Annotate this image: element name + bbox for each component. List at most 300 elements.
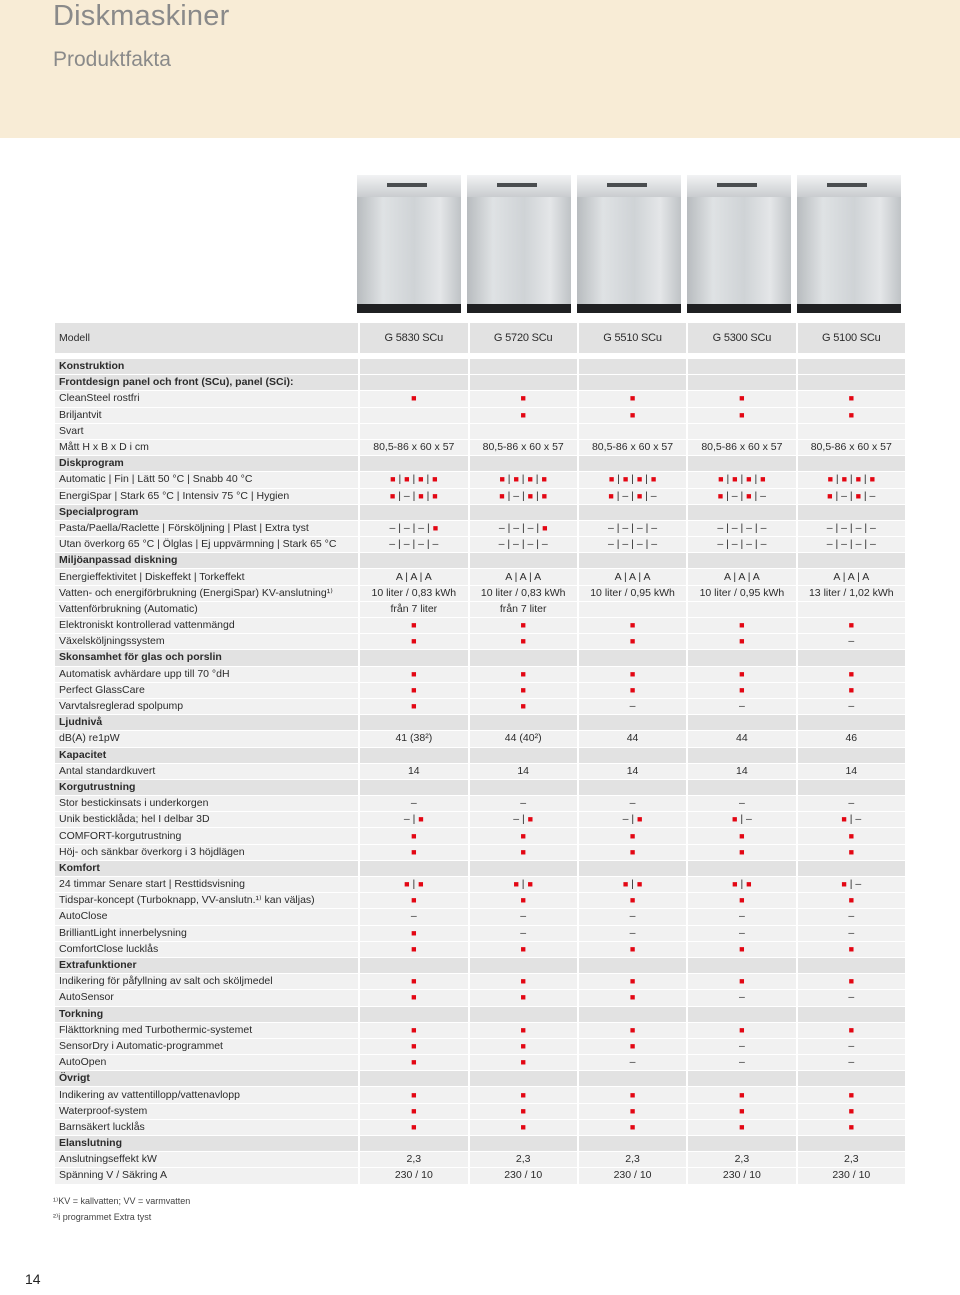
cell-value: ■ — [411, 976, 417, 987]
cell-value: 10 liter / 0,83 kWh — [480, 586, 566, 599]
value-cell — [577, 1055, 686, 1070]
row-label: Utan överkorg 65 °C | Ölglas | Ej uppvärmning | Stark 65 °C — [55, 537, 358, 552]
page-number: 14 — [25, 1271, 41, 1287]
row-label: AutoSensor — [55, 990, 358, 1005]
section-row — [55, 650, 905, 665]
model-label: Modell — [55, 323, 358, 353]
value-cell — [468, 828, 577, 843]
model-name: G 5300 SCu — [686, 323, 795, 353]
value-cell — [686, 1023, 795, 1038]
cell-value: – — [520, 926, 527, 939]
value-cell — [577, 1023, 686, 1038]
value-cell — [468, 537, 577, 552]
cell-value: – — [738, 700, 745, 713]
value-cell — [358, 845, 467, 860]
cell-value: 2,3 — [406, 1153, 422, 1166]
value-cell — [796, 602, 905, 617]
cell-value: ■ — [520, 1089, 526, 1100]
value-cell — [796, 537, 905, 552]
cell-value: – — [629, 700, 636, 713]
cell-value: 2,3 — [734, 1153, 750, 1166]
cell-value: ■ | ■ | ■ | ■ — [499, 473, 547, 486]
row-label: Vatten- och energiförbrukning (EnergiSpar) KV-anslutning¹⁾ — [55, 586, 358, 601]
cell-value: ■ — [848, 830, 854, 841]
cell-value: 13 liter / 1,02 kWh — [808, 586, 894, 599]
value-cell — [358, 408, 467, 423]
cell-value: ■ — [629, 1024, 636, 1035]
value-cell — [796, 990, 905, 1005]
value-cell — [358, 974, 467, 989]
row-label: ComfortClose lucklås — [55, 942, 358, 957]
value-cell — [577, 990, 686, 1005]
row-label: Antal standardkuvert — [55, 764, 358, 779]
cell-value: ■ — [848, 1024, 854, 1035]
table-row — [55, 731, 905, 746]
value-cell — [577, 812, 686, 827]
value-cell — [796, 1055, 905, 1070]
cell-value: 14 — [626, 764, 639, 777]
value-cell — [577, 796, 686, 811]
table-row — [55, 489, 905, 504]
cell-value: ■ — [520, 1040, 526, 1051]
section-cell — [577, 715, 686, 730]
cell-value: – — [410, 797, 417, 810]
table-row — [55, 1087, 905, 1102]
section-cell — [358, 861, 467, 876]
section-cell — [577, 505, 686, 520]
cell-value: ■ — [629, 992, 636, 1003]
page-subtitle: Produktfakta — [53, 48, 171, 71]
cell-value: – | ■ — [513, 813, 534, 826]
cell-value: ■ — [411, 1024, 417, 1035]
cell-value: ■ — [411, 1040, 417, 1051]
value-cell — [468, 731, 577, 746]
section-cell — [686, 650, 795, 665]
cell-value: ■ — [629, 943, 636, 954]
cell-value: ■ — [739, 943, 745, 954]
section-row — [55, 1071, 905, 1086]
value-cell — [686, 699, 795, 714]
value-cell — [577, 569, 686, 584]
value-cell — [796, 1039, 905, 1054]
value-cell — [686, 683, 795, 698]
cell-value: ■ — [411, 895, 417, 906]
section-cell — [468, 359, 577, 374]
value-cell — [468, 667, 577, 682]
section-cell — [468, 553, 577, 568]
table-spacer — [55, 354, 905, 358]
value-cell — [577, 1104, 686, 1119]
section-cell — [796, 715, 905, 730]
value-cell — [796, 926, 905, 941]
cell-value: ■ — [411, 636, 417, 647]
value-cell — [796, 731, 905, 746]
table-row — [55, 440, 905, 455]
value-cell — [796, 408, 905, 423]
section-cell — [686, 505, 795, 520]
table-row — [55, 796, 905, 811]
section-cell — [468, 375, 577, 390]
cell-value: – — [848, 991, 855, 1004]
cell-value: – | – | – | – — [389, 538, 439, 551]
row-label: Barnsäkert lucklås — [55, 1120, 358, 1135]
cell-value: – — [738, 910, 745, 923]
section-cell — [796, 553, 905, 568]
cell-value: 80,5-86 x 60 x 57 — [810, 441, 892, 454]
value-cell — [358, 926, 467, 941]
table-row — [55, 391, 905, 406]
value-cell — [358, 796, 467, 811]
cell-value: ■ — [848, 620, 854, 631]
cell-value: 230 / 10 — [832, 1169, 871, 1182]
section-cell — [796, 505, 905, 520]
row-label: Perfect GlassCare — [55, 683, 358, 698]
section-row — [55, 748, 905, 763]
cell-value: ■ — [411, 1089, 417, 1100]
value-cell — [577, 877, 686, 892]
table-row — [55, 1055, 905, 1070]
section-heading: Elanslutning — [55, 1136, 358, 1151]
section-cell — [796, 456, 905, 471]
model-name: G 5510 SCu — [577, 323, 686, 353]
value-cell — [686, 618, 795, 633]
value-cell — [686, 537, 795, 552]
value-cell — [358, 440, 467, 455]
cell-value: ■ — [520, 701, 526, 712]
table-row — [55, 586, 905, 601]
value-cell — [577, 634, 686, 649]
cell-value: – — [848, 797, 855, 810]
cell-value: ■ — [629, 636, 636, 647]
cell-value: 2,3 — [843, 1153, 859, 1166]
cell-value: ■ — [520, 668, 526, 679]
table-row — [55, 974, 905, 989]
value-cell — [468, 683, 577, 698]
section-cell — [358, 650, 467, 665]
value-cell — [577, 1087, 686, 1102]
value-cell — [468, 1087, 577, 1102]
section-cell — [686, 780, 795, 795]
value-cell — [686, 1104, 795, 1119]
value-cell — [577, 942, 686, 957]
cell-value: ■ — [520, 1024, 526, 1035]
value-cell — [796, 796, 905, 811]
row-label: AutoClose — [55, 909, 358, 924]
cell-value: 44 — [736, 732, 748, 745]
value-cell — [796, 472, 905, 487]
section-cell — [577, 861, 686, 876]
table-row — [55, 926, 905, 941]
cell-value: – | – | – | – — [498, 538, 548, 551]
cell-value: – — [738, 1056, 745, 1069]
cell-value: ■ — [629, 976, 636, 987]
table-row — [55, 537, 905, 552]
value-cell — [358, 1120, 467, 1135]
spec-table — [55, 322, 905, 1185]
section-cell — [468, 505, 577, 520]
cell-value: ■ | ■ | ■ | ■ — [390, 473, 438, 486]
value-cell — [796, 877, 905, 892]
cell-value: ■ | ■ — [404, 878, 424, 891]
row-label: Stor bestickinsats i underkorgen — [55, 796, 358, 811]
value-cell — [358, 877, 467, 892]
section-cell — [358, 456, 467, 471]
table-row — [55, 569, 905, 584]
section-cell — [358, 553, 467, 568]
section-cell — [686, 861, 795, 876]
value-cell — [686, 990, 795, 1005]
section-cell — [577, 780, 686, 795]
value-cell — [468, 845, 577, 860]
cell-value: ■ — [411, 684, 417, 695]
row-label: dB(A) re1pW — [55, 731, 358, 746]
value-cell — [686, 942, 795, 957]
value-cell — [468, 974, 577, 989]
dishwasher-image — [687, 175, 791, 313]
footnotes — [53, 1193, 190, 1225]
cell-value: ■ — [520, 943, 526, 954]
section-cell — [796, 748, 905, 763]
value-cell — [577, 909, 686, 924]
value-cell — [358, 812, 467, 827]
value-cell — [577, 424, 686, 439]
cell-value: ■ — [629, 1089, 636, 1100]
cell-value: – — [629, 910, 636, 923]
cell-value: ■ — [629, 393, 636, 404]
cell-value: 80,5-86 x 60 x 57 — [482, 441, 564, 454]
section-cell — [468, 861, 577, 876]
cell-value: ■ — [739, 668, 745, 679]
section-cell — [468, 650, 577, 665]
value-cell — [577, 764, 686, 779]
cell-value: ■ — [739, 620, 745, 631]
value-cell — [686, 489, 795, 504]
value-cell — [358, 909, 467, 924]
value-cell — [468, 877, 577, 892]
value-cell — [577, 618, 686, 633]
row-label: BrilliantLight innerbelysning — [55, 926, 358, 941]
value-cell — [796, 1120, 905, 1135]
model-header-row — [55, 323, 905, 353]
value-cell — [468, 602, 577, 617]
cell-value: ■ — [739, 1024, 745, 1035]
value-cell — [468, 586, 577, 601]
section-row — [55, 1136, 905, 1151]
cell-value: 230 / 10 — [394, 1169, 433, 1182]
value-cell — [686, 634, 795, 649]
value-cell — [686, 877, 795, 892]
value-cell — [358, 942, 467, 957]
row-label: SensorDry i Automatic-programmet — [55, 1039, 358, 1054]
section-cell — [468, 1007, 577, 1022]
footnote: ¹⁾KV = kallvatten; VV = varmvatten — [53, 1196, 191, 1206]
value-cell — [686, 828, 795, 843]
footnote: ²⁾i programmet Extra tyst — [53, 1212, 152, 1222]
row-label: COMFORT-korgutrustning — [55, 828, 358, 843]
cell-value: ■ — [411, 830, 417, 841]
value-cell — [358, 764, 467, 779]
table-row — [55, 408, 905, 423]
section-cell — [686, 715, 795, 730]
table-row — [55, 877, 905, 892]
cell-value: A | A | A — [505, 570, 542, 583]
section-cell — [358, 715, 467, 730]
row-label: Anslutningseffekt kW — [55, 1152, 358, 1167]
cell-value: ■ — [739, 846, 745, 857]
value-cell — [358, 893, 467, 908]
row-label: Briljantvit — [55, 408, 358, 423]
value-cell — [796, 893, 905, 908]
cell-value: 41 (38²) — [395, 732, 433, 745]
row-label: Fläkttorkning med Turbothermic-systemet — [55, 1023, 358, 1038]
value-cell — [686, 731, 795, 746]
cell-value: – — [738, 797, 745, 810]
cell-value: – — [848, 700, 855, 713]
cell-value: ■ — [629, 895, 636, 906]
row-label: Spänning V / Säkring A — [55, 1168, 358, 1183]
row-label: Automatic | Fin | Lätt 50 °C | Snabb 40 °C — [55, 472, 358, 487]
value-cell — [577, 1168, 686, 1183]
cell-value: – — [848, 1056, 855, 1069]
value-cell — [358, 472, 467, 487]
value-cell — [358, 618, 467, 633]
table-row — [55, 845, 905, 860]
cell-value: ■ — [739, 830, 745, 841]
cell-value: ■ — [739, 1121, 745, 1132]
cell-value: ■ — [520, 1105, 526, 1116]
cell-value: ■ — [848, 846, 854, 857]
cell-value: ■ — [848, 684, 854, 695]
table-row — [55, 1023, 905, 1038]
value-cell — [686, 1152, 795, 1167]
value-cell — [796, 391, 905, 406]
cell-value: ■ — [520, 620, 526, 631]
value-cell — [686, 408, 795, 423]
value-cell — [577, 683, 686, 698]
value-cell — [686, 586, 795, 601]
value-cell — [358, 699, 467, 714]
value-cell — [686, 893, 795, 908]
section-cell — [358, 958, 467, 973]
value-cell — [686, 1039, 795, 1054]
table-row — [55, 521, 905, 536]
cell-value: ■ | – — [841, 813, 862, 826]
table-row — [55, 472, 905, 487]
cell-value: 46 — [845, 732, 858, 745]
cell-value: 44 (40²) — [504, 732, 542, 745]
cell-value: ■ — [629, 684, 636, 695]
section-heading: Övrigt — [55, 1071, 358, 1086]
value-cell — [686, 521, 795, 536]
section-cell — [468, 1071, 577, 1086]
value-cell — [796, 909, 905, 924]
value-cell — [686, 796, 795, 811]
value-cell — [796, 489, 905, 504]
value-cell — [686, 472, 795, 487]
section-cell — [358, 505, 467, 520]
cell-value: ■ — [520, 1057, 526, 1068]
table-row — [55, 1168, 905, 1183]
cell-value: ■ — [520, 976, 526, 987]
cell-value: ■ — [739, 1089, 745, 1100]
cell-value: – — [848, 926, 855, 939]
cell-value: ■ — [848, 1121, 854, 1132]
cell-value: ■ — [739, 1105, 745, 1116]
table-row — [55, 942, 905, 957]
cell-value: 10 liter / 0,83 kWh — [371, 586, 457, 599]
table-row — [55, 699, 905, 714]
cell-value: ■ | – | ■ | – — [827, 489, 876, 502]
value-cell — [358, 683, 467, 698]
cell-value: – | – | – | – — [608, 538, 658, 551]
section-cell — [577, 553, 686, 568]
cell-value: ■ — [411, 1057, 417, 1068]
section-cell — [358, 748, 467, 763]
section-row — [55, 456, 905, 471]
value-cell — [468, 764, 577, 779]
value-cell — [358, 489, 467, 504]
cell-value: ■ — [629, 620, 636, 631]
cell-value: ■ | – — [731, 813, 752, 826]
cell-value: ■ — [520, 684, 526, 695]
cell-value: – — [629, 797, 636, 810]
value-cell — [796, 569, 905, 584]
value-cell — [796, 1152, 905, 1167]
cell-value: ■ | ■ — [513, 878, 533, 891]
section-cell — [686, 1071, 795, 1086]
value-cell — [577, 1039, 686, 1054]
value-cell — [796, 521, 905, 536]
section-cell — [358, 780, 467, 795]
value-cell — [686, 1168, 795, 1183]
value-cell — [686, 812, 795, 827]
cell-value: 44 — [626, 732, 639, 745]
value-cell — [468, 1055, 577, 1070]
section-cell — [686, 359, 795, 374]
value-cell — [468, 521, 577, 536]
cell-value: 14 — [845, 764, 858, 777]
table-row — [55, 1039, 905, 1054]
value-cell — [686, 667, 795, 682]
section-cell — [468, 715, 577, 730]
table-row — [55, 618, 905, 633]
section-heading: Konstruktion — [55, 359, 358, 374]
section-heading: Frontdesign panel och front (SCu), panel (SCi): — [55, 375, 358, 390]
section-cell — [686, 1007, 795, 1022]
section-cell — [686, 456, 795, 471]
value-cell — [468, 569, 577, 584]
dishwasher-image — [797, 175, 901, 313]
cell-value: ■ — [411, 992, 417, 1003]
value-cell — [796, 1087, 905, 1102]
cell-value: ■ — [739, 684, 745, 695]
model-name: G 5100 SCu — [796, 323, 905, 353]
value-cell — [468, 1023, 577, 1038]
cell-value: ■ — [739, 393, 745, 404]
section-cell — [577, 1071, 686, 1086]
value-cell — [686, 1087, 795, 1102]
value-cell — [468, 1120, 577, 1135]
section-cell — [358, 375, 467, 390]
cell-value: ■ — [848, 976, 854, 987]
value-cell — [577, 699, 686, 714]
section-cell — [358, 1007, 467, 1022]
cell-value: ■ — [520, 846, 526, 857]
section-cell — [358, 1071, 467, 1086]
cell-value: ■ — [520, 895, 526, 906]
section-cell — [577, 1007, 686, 1022]
row-label: Växelsköljningssystem — [55, 634, 358, 649]
